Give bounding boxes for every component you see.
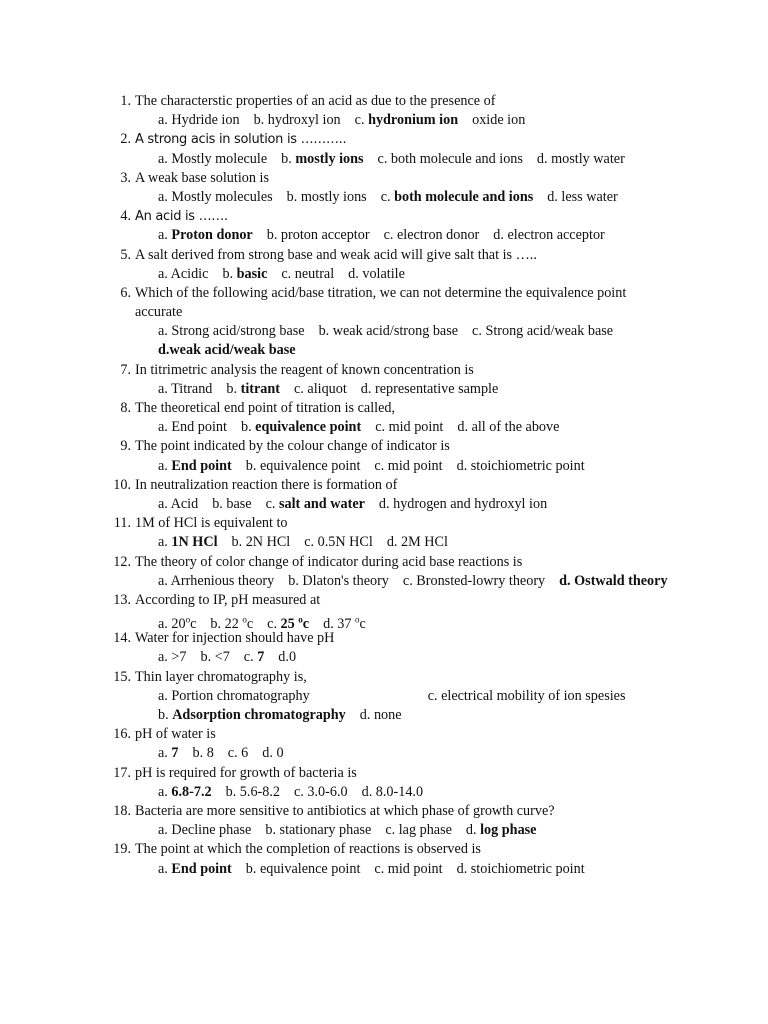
question-line	[0, 514, 768, 533]
option-label: d. stoichiometric point	[456, 860, 585, 877]
answer-option	[241, 419, 361, 435]
answer-option	[374, 861, 442, 877]
option-label: b. stationary phase	[265, 822, 372, 839]
answer-option	[158, 112, 240, 128]
option-label: a. Portion chromatography	[158, 687, 310, 704]
answer-option	[466, 822, 537, 838]
option-label: a.	[158, 783, 172, 800]
question-text: Water for injection should have pH	[135, 630, 335, 647]
question-line	[0, 553, 768, 572]
question-text: According to IP, pH measured at	[135, 591, 321, 608]
correct-answer: Adsorption chromatography	[172, 707, 346, 723]
question-number: 10 .	[105, 476, 131, 495]
question-line	[0, 399, 768, 418]
answer-option	[319, 323, 458, 339]
option-label: d. less water	[547, 188, 618, 205]
correct-answer: 7	[171, 745, 179, 762]
question-line	[0, 207, 768, 226]
question-text: The characterstic properties of an acid as due to the presence of	[135, 93, 496, 109]
answer-option	[193, 745, 214, 761]
answer-option	[158, 784, 212, 800]
option-label: c. mid point	[375, 419, 444, 436]
answer-option	[158, 323, 305, 339]
question-text: 1M of HCl is equivalent to	[135, 515, 288, 532]
answer-option	[212, 496, 251, 512]
options-row	[0, 860, 768, 879]
option-label: c. Bronsted-lowry theory	[402, 572, 546, 589]
option-label: d. representative sample	[360, 380, 499, 397]
question-number: 17 .	[105, 764, 131, 783]
option-label: a.	[158, 534, 172, 551]
question-text: Bacteria are more sensitive to antibiotics at which phase of growth curve?	[135, 802, 555, 819]
answer-option	[537, 151, 625, 167]
option-label: d. hydrogen and hydroxyl ion	[378, 495, 548, 512]
answer-option	[287, 189, 367, 205]
answer-option	[158, 745, 179, 761]
correct-answer: 7	[257, 649, 265, 666]
options-row	[0, 533, 768, 552]
answer-option	[381, 189, 534, 205]
question-line	[0, 130, 768, 149]
question-text: The theory of color change of indicator during acid base reactions is	[135, 553, 523, 570]
question-text: accurate	[135, 304, 183, 321]
correct-answer: salt and water	[279, 495, 365, 512]
answer-option	[262, 745, 283, 761]
question-line	[0, 437, 768, 456]
option-label: d. 8.0-14.0	[361, 783, 424, 800]
question-text: pH is required for growth of bacteria is	[135, 764, 357, 781]
option-label: a.	[158, 457, 172, 474]
question-text: A salt derived from strong base and weak acid will give salt that is …..	[135, 246, 537, 263]
question-number: 19 .	[105, 840, 131, 859]
correct-answer: basic	[236, 265, 268, 282]
answer-option	[266, 496, 365, 512]
answer-option	[362, 784, 423, 800]
degree-superscript: o	[355, 614, 360, 625]
correct-answer: End point	[171, 457, 232, 474]
answer-option	[158, 419, 227, 435]
question-text: The theoretical end point of titration is called,	[135, 400, 396, 416]
question-text: A weak base solution is	[135, 169, 269, 186]
option-label: d. 0	[262, 745, 284, 762]
answer-option	[158, 458, 232, 474]
question-number: 11 .	[105, 514, 131, 533]
options-row	[0, 457, 768, 476]
option-label: b. equivalence point	[245, 457, 361, 474]
degree-superscript: o	[185, 614, 191, 625]
question-number: 13 .	[105, 591, 131, 610]
option-label: b.	[226, 380, 241, 397]
options-row	[0, 265, 768, 284]
options-row	[0, 111, 768, 130]
option-label: a.	[158, 745, 172, 762]
answer-option	[281, 151, 363, 167]
option-label: b. hydroxyl ion	[253, 112, 341, 129]
answer-option	[158, 266, 208, 282]
degree-superscript: o	[242, 614, 247, 625]
answer-option	[228, 745, 249, 761]
unit-suffix: c	[359, 615, 366, 632]
answer-option	[222, 266, 267, 282]
options-row	[0, 322, 768, 341]
answer-option	[158, 707, 346, 723]
question-text: In titrimetric analysis the reagent of known concentration is	[135, 361, 474, 378]
question-text: Which of the following acid/base titration, we can not determine the equivalence point	[135, 284, 627, 301]
answer-option	[158, 534, 218, 550]
answer-option	[201, 649, 230, 665]
answer-option	[281, 266, 334, 282]
unit-suffix: c	[302, 615, 310, 632]
options-row	[0, 744, 768, 763]
option-label: c. Strong acid/weak base	[472, 323, 614, 340]
option-label: d.weak acid/weak base	[158, 342, 296, 359]
answer-option	[158, 861, 232, 877]
answer-option	[158, 649, 187, 665]
answer-option	[378, 151, 523, 167]
question-text: In neutralization reaction there is formation of	[135, 476, 398, 493]
options-row	[0, 418, 768, 437]
answer-option	[226, 381, 280, 397]
answer-option	[158, 151, 267, 167]
option-label: c. 6	[227, 745, 249, 762]
question-line	[0, 284, 768, 303]
option-label: b. <7	[200, 649, 230, 666]
option-label: d.0	[278, 649, 297, 666]
unit-suffix: c	[190, 615, 197, 632]
question-number: 7 .	[105, 361, 131, 380]
question-text: Thin layer chromatography is,	[135, 668, 307, 685]
option-label: c. both molecule and ions	[377, 150, 523, 167]
options-row	[0, 188, 768, 207]
answer-option	[265, 822, 371, 838]
answer-option	[547, 189, 618, 205]
question-number: 12 .	[105, 553, 131, 572]
question-line	[0, 361, 768, 380]
options-row	[0, 341, 768, 360]
answer-option	[379, 496, 547, 512]
question-number: 6 .	[105, 284, 131, 303]
correct-answer: both molecule and ions	[394, 188, 534, 205]
answer-option	[158, 822, 251, 838]
option-label: d. 37	[323, 615, 356, 632]
option-label: c.	[243, 649, 258, 666]
option-label: b.	[281, 150, 296, 167]
question-line	[0, 591, 768, 610]
question-number: 4 .	[105, 207, 131, 226]
unit-suffix: c	[246, 615, 254, 632]
option-label: c. 3.0-6.0	[294, 783, 348, 800]
answer-option	[374, 458, 442, 474]
answer-option	[493, 227, 604, 243]
option-label: b.	[222, 265, 237, 282]
question-line	[0, 169, 768, 188]
question-number: 2 .	[105, 130, 131, 149]
options-row	[0, 610, 768, 632]
answer-option	[158, 342, 296, 358]
option-label: d. volatile	[348, 265, 405, 282]
option-label: a. Titrand	[158, 380, 213, 397]
option-label: d. all of the above	[457, 419, 560, 436]
question-number: 3 .	[105, 169, 131, 188]
option-label: b. 22	[210, 615, 243, 632]
answer-option	[288, 573, 389, 589]
option-label: a. >7	[158, 649, 187, 666]
option-label: b. weak acid/strong base	[318, 323, 459, 340]
question-number: 14 .	[105, 629, 131, 648]
answer-option	[278, 649, 296, 665]
question-number: 18 .	[105, 802, 131, 821]
option-label: c. electrical mobility of ion spesies	[427, 687, 626, 704]
option-label: a. End point	[158, 419, 227, 436]
answer-option	[375, 419, 443, 435]
correct-answer: log phase	[480, 822, 537, 839]
option-label: a. Decline phase	[158, 822, 252, 839]
question-line	[0, 725, 768, 744]
option-label: b. 8	[192, 745, 214, 762]
answer-option	[355, 112, 458, 128]
answer-option	[158, 688, 310, 704]
option-label: b. 2N HCl	[231, 534, 291, 551]
option-label: b.	[158, 707, 173, 723]
answer-option	[267, 227, 370, 243]
answer-option	[304, 534, 373, 550]
question-text: The point indicated by the colour change of indicator is	[135, 438, 450, 455]
answer-option	[403, 573, 545, 589]
correct-answer: 25	[280, 615, 299, 632]
answer-option	[244, 649, 265, 665]
answer-option	[158, 189, 273, 205]
degree-superscript: o	[298, 614, 303, 625]
option-label: c. neutral	[281, 265, 335, 282]
options-row	[0, 226, 768, 245]
correct-answer: 6.8-7.2	[171, 783, 212, 800]
answer-option	[428, 688, 626, 704]
answer-option	[246, 861, 361, 877]
option-label: d. stoichiometric point	[456, 457, 585, 474]
question-text: The point at which the completion of reactions is observed is	[135, 841, 481, 858]
answer-option	[387, 534, 448, 550]
answer-option	[254, 112, 341, 128]
question-line	[0, 92, 768, 111]
correct-answer: equivalence point	[255, 419, 362, 436]
options-row	[0, 150, 768, 169]
question-text: A strong acis in solution is ………..	[135, 132, 347, 148]
answer-option	[158, 381, 212, 397]
options-row	[0, 687, 768, 706]
answer-option	[457, 419, 559, 435]
question-number: 9 .	[105, 437, 131, 456]
option-label: c. mid point	[374, 457, 443, 474]
option-label: b. Dlaton's theory	[288, 572, 389, 589]
answer-option	[559, 573, 667, 589]
answer-option	[348, 266, 405, 282]
option-label: c.	[380, 188, 395, 205]
option-label: b.	[240, 419, 256, 436]
option-label: c. lag phase	[385, 822, 452, 839]
answer-option	[472, 112, 525, 128]
correct-answer: hydronium ion	[368, 112, 459, 129]
question-line	[0, 668, 768, 687]
options-row	[0, 821, 768, 840]
correct-answer: End point	[171, 860, 232, 877]
question-line	[0, 629, 768, 648]
question-line	[0, 802, 768, 821]
answer-option	[226, 784, 280, 800]
answer-option	[457, 458, 585, 474]
correct-answer: titrant	[240, 380, 280, 397]
options-row	[0, 495, 768, 514]
answer-option	[294, 381, 347, 397]
options-row	[0, 648, 768, 667]
question-line	[0, 840, 768, 859]
answer-option	[384, 227, 480, 243]
correct-answer: Proton donor	[171, 227, 253, 244]
question-line	[0, 476, 768, 495]
question-text: pH of water is	[135, 726, 216, 743]
correct-answer: mostly ions	[295, 150, 364, 167]
option-label: d. 2M HCl	[386, 534, 448, 551]
option-label: a. Acidic	[158, 265, 209, 282]
options-row	[0, 572, 768, 591]
option-label: d. electron acceptor	[493, 227, 605, 244]
option-label: a. Mostly molecule	[158, 150, 268, 167]
question-list	[0, 92, 768, 879]
option-label: a. 20	[158, 615, 186, 632]
answer-option	[158, 573, 274, 589]
options-row	[0, 706, 768, 725]
option-label: b. proton acceptor	[266, 227, 370, 244]
option-label: c.	[265, 495, 279, 512]
question-number: 15 .	[105, 668, 131, 687]
answer-option	[158, 496, 198, 512]
option-label: a.	[158, 860, 172, 877]
option-label: c. aliquot	[294, 380, 347, 397]
option-label: oxide ion	[472, 112, 526, 129]
option-label: a. Strong acid/strong base	[158, 323, 305, 340]
question-line	[0, 246, 768, 265]
answer-option	[246, 458, 361, 474]
option-label: c.	[354, 112, 369, 129]
option-label: c. mid point	[374, 860, 443, 877]
answer-option	[360, 707, 402, 723]
answer-option	[457, 861, 585, 877]
option-label: a. Acid	[158, 495, 199, 512]
options-row	[0, 380, 768, 399]
option-label: d. mostly water	[536, 150, 625, 167]
option-label: b. mostly ions	[286, 188, 367, 205]
option-label: a.	[158, 227, 172, 244]
option-label: a. Mostly molecules	[158, 188, 273, 205]
answer-option	[472, 323, 613, 339]
option-label: b. base	[212, 495, 252, 512]
option-label: c. 0.5N HCl	[304, 534, 373, 551]
answer-option	[361, 381, 498, 397]
option-label: b. 5.6-8.2	[225, 783, 280, 800]
question-line	[0, 303, 768, 322]
option-label: b. equivalence point	[245, 860, 361, 877]
question-number: 8 .	[105, 399, 131, 418]
option-label: d. none	[359, 707, 402, 723]
correct-answer: 1N HCl	[171, 534, 218, 551]
option-label: d. Ostwald theory	[559, 572, 668, 589]
answer-option	[294, 784, 348, 800]
question-number: 16 .	[105, 725, 131, 744]
answer-option	[232, 534, 291, 550]
question-text: An acid is …….	[135, 209, 228, 225]
option-label: a. Arrhenious theory	[158, 572, 275, 589]
option-label: d.	[465, 822, 481, 839]
question-number: 5 .	[105, 246, 131, 265]
answer-option	[385, 822, 452, 838]
option-label: c.	[267, 615, 281, 632]
option-label: c. electron donor	[383, 227, 480, 244]
answer-option	[158, 227, 253, 243]
question-line	[0, 764, 768, 783]
options-row	[0, 783, 768, 802]
option-label: a. Hydride ion	[158, 112, 240, 129]
question-number: 1 .	[105, 92, 131, 111]
